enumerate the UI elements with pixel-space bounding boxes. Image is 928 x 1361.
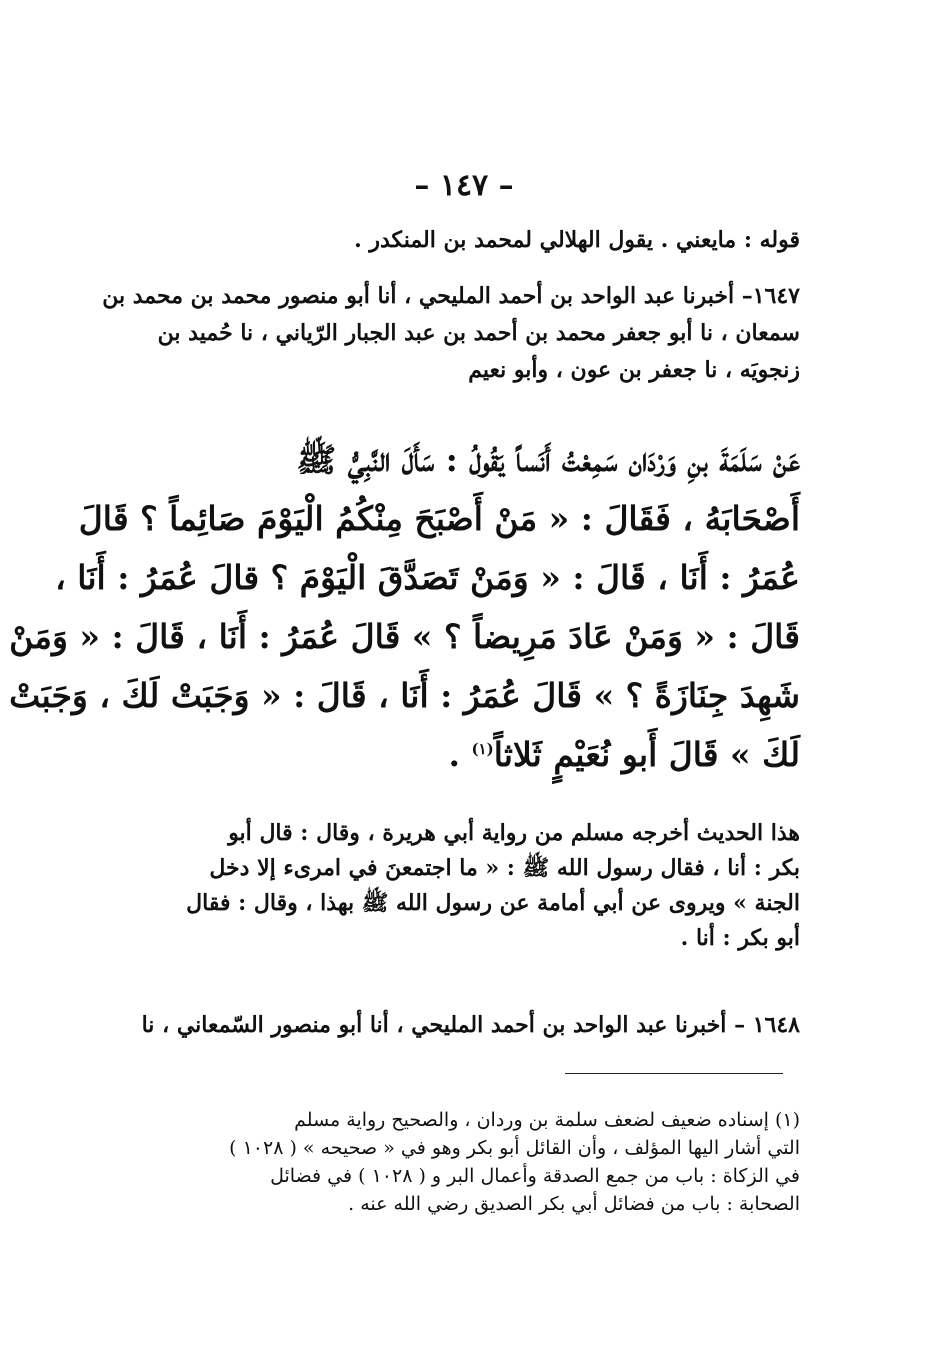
commentary	[130, 816, 800, 956]
hadith-last-line	[130, 725, 800, 784]
footnote-reference[interactable]: (١)	[471, 740, 494, 758]
quote-line-block	[130, 222, 800, 259]
narration-line: ١٦٤٨ – أخبرنا عبد الواحد بن أحمد المليحي ، أنا أبو منصور السّمعاني ، نا	[141, 1012, 800, 1038]
hadith-text	[9, 430, 800, 784]
narration-1648	[130, 1007, 800, 1044]
narration-line: زنجويَه ، نا جعفر بن عون ، وأبو نعيم	[468, 357, 800, 383]
hadith-line: عُمَرُ : أَنَا ، قَالَ : « وَمَنْ تَصَدَّقَ الْيَوْمَ ؟ قالَ عُمَرُ : أَنَا ،	[55, 558, 800, 597]
footnote-line: التي أشار اليها المؤلف ، وأن القائل أبو بكر وهو في « صحيحه » ( ١٠٢٨ )	[229, 1137, 800, 1159]
hadith-line: لَكَ » قَالَ أَبو نُعَيْمٍ ثَلاثاً	[493, 735, 800, 774]
footnotes	[130, 1106, 800, 1218]
footnote-line: (١) إسناده ضعيف لضعف سلمة بن وردان ، والصحيح رواية مسلم	[294, 1109, 800, 1131]
narration-1647	[102, 278, 800, 389]
hadith-line: عَنْ سَلَمَةَ بنِ وَرْدَان سَمِعْتُ أَنَساً يَقُولُ : سَأَلَ النَّبِيُّ ﷺ	[296, 440, 800, 479]
narration-line: ١٦٤٧– أخبرنا عبد الواحد بن أحمد المليحي ، أنا أبو منصور محمد بن محمد بن	[102, 283, 800, 309]
footnote-line: في الزكاة : باب من جمع الصدقة وأعمال البر و ( ١٠٢٨ ) في فضائل	[270, 1165, 800, 1187]
narration-line: سمعان ، نا أبو جعفر محمد بن أحمد بن عبد الجبار الرّياني ، نا حُميد بن	[157, 320, 800, 346]
commentary-line: الجنة » ويروى عن أبي أمامة عن رسول الله ﷺ بهذا ، وقال : فقال	[186, 890, 800, 916]
hadith-end-mark: .	[448, 735, 460, 774]
hadith-line: قَالَ : « وَمَنْ عَادَ مَرِيضاً ؟ » قَالَ عُمَرُ : أَنَا ، قَالَ : « وَمَنْ	[9, 617, 800, 656]
commentary-line: بكر : أنا ، فقال رسول الله ﷺ : « ما اجتمعنَ في امرىء إلا دخل	[209, 855, 800, 881]
commentary-line: أبو بكر : أنا .	[680, 925, 800, 951]
footnote-line: الصحابة : باب من فضائل أبي بكر الصديق رضي الله عنه .	[348, 1193, 800, 1215]
footnote-divider	[565, 1073, 783, 1074]
hadith-line: أَصْحَابَهُ ، فَقَالَ : « مَنْ أَصْبَحَ مِنْكُمُ الْيَوْمَ صَائِماً ؟ قَالَ	[78, 499, 800, 538]
commentary-line: هذا الحديث أخرجه مسلم من رواية أبي هريرة ، وقال : قال أبو	[228, 820, 800, 846]
quote-line: قوله : مايعني . يقول الهلالي لمحمد بن المنكدر .	[354, 227, 800, 253]
hadith-line: شَهِدَ جِنَازَةً ؟ » قَالَ عُمَرُ : أَنَا ، قَالَ : « وَجَبَتْ لَكَ ، وَجَبَتْ	[9, 676, 800, 715]
page-number: – ١٤٧ –	[414, 168, 514, 203]
